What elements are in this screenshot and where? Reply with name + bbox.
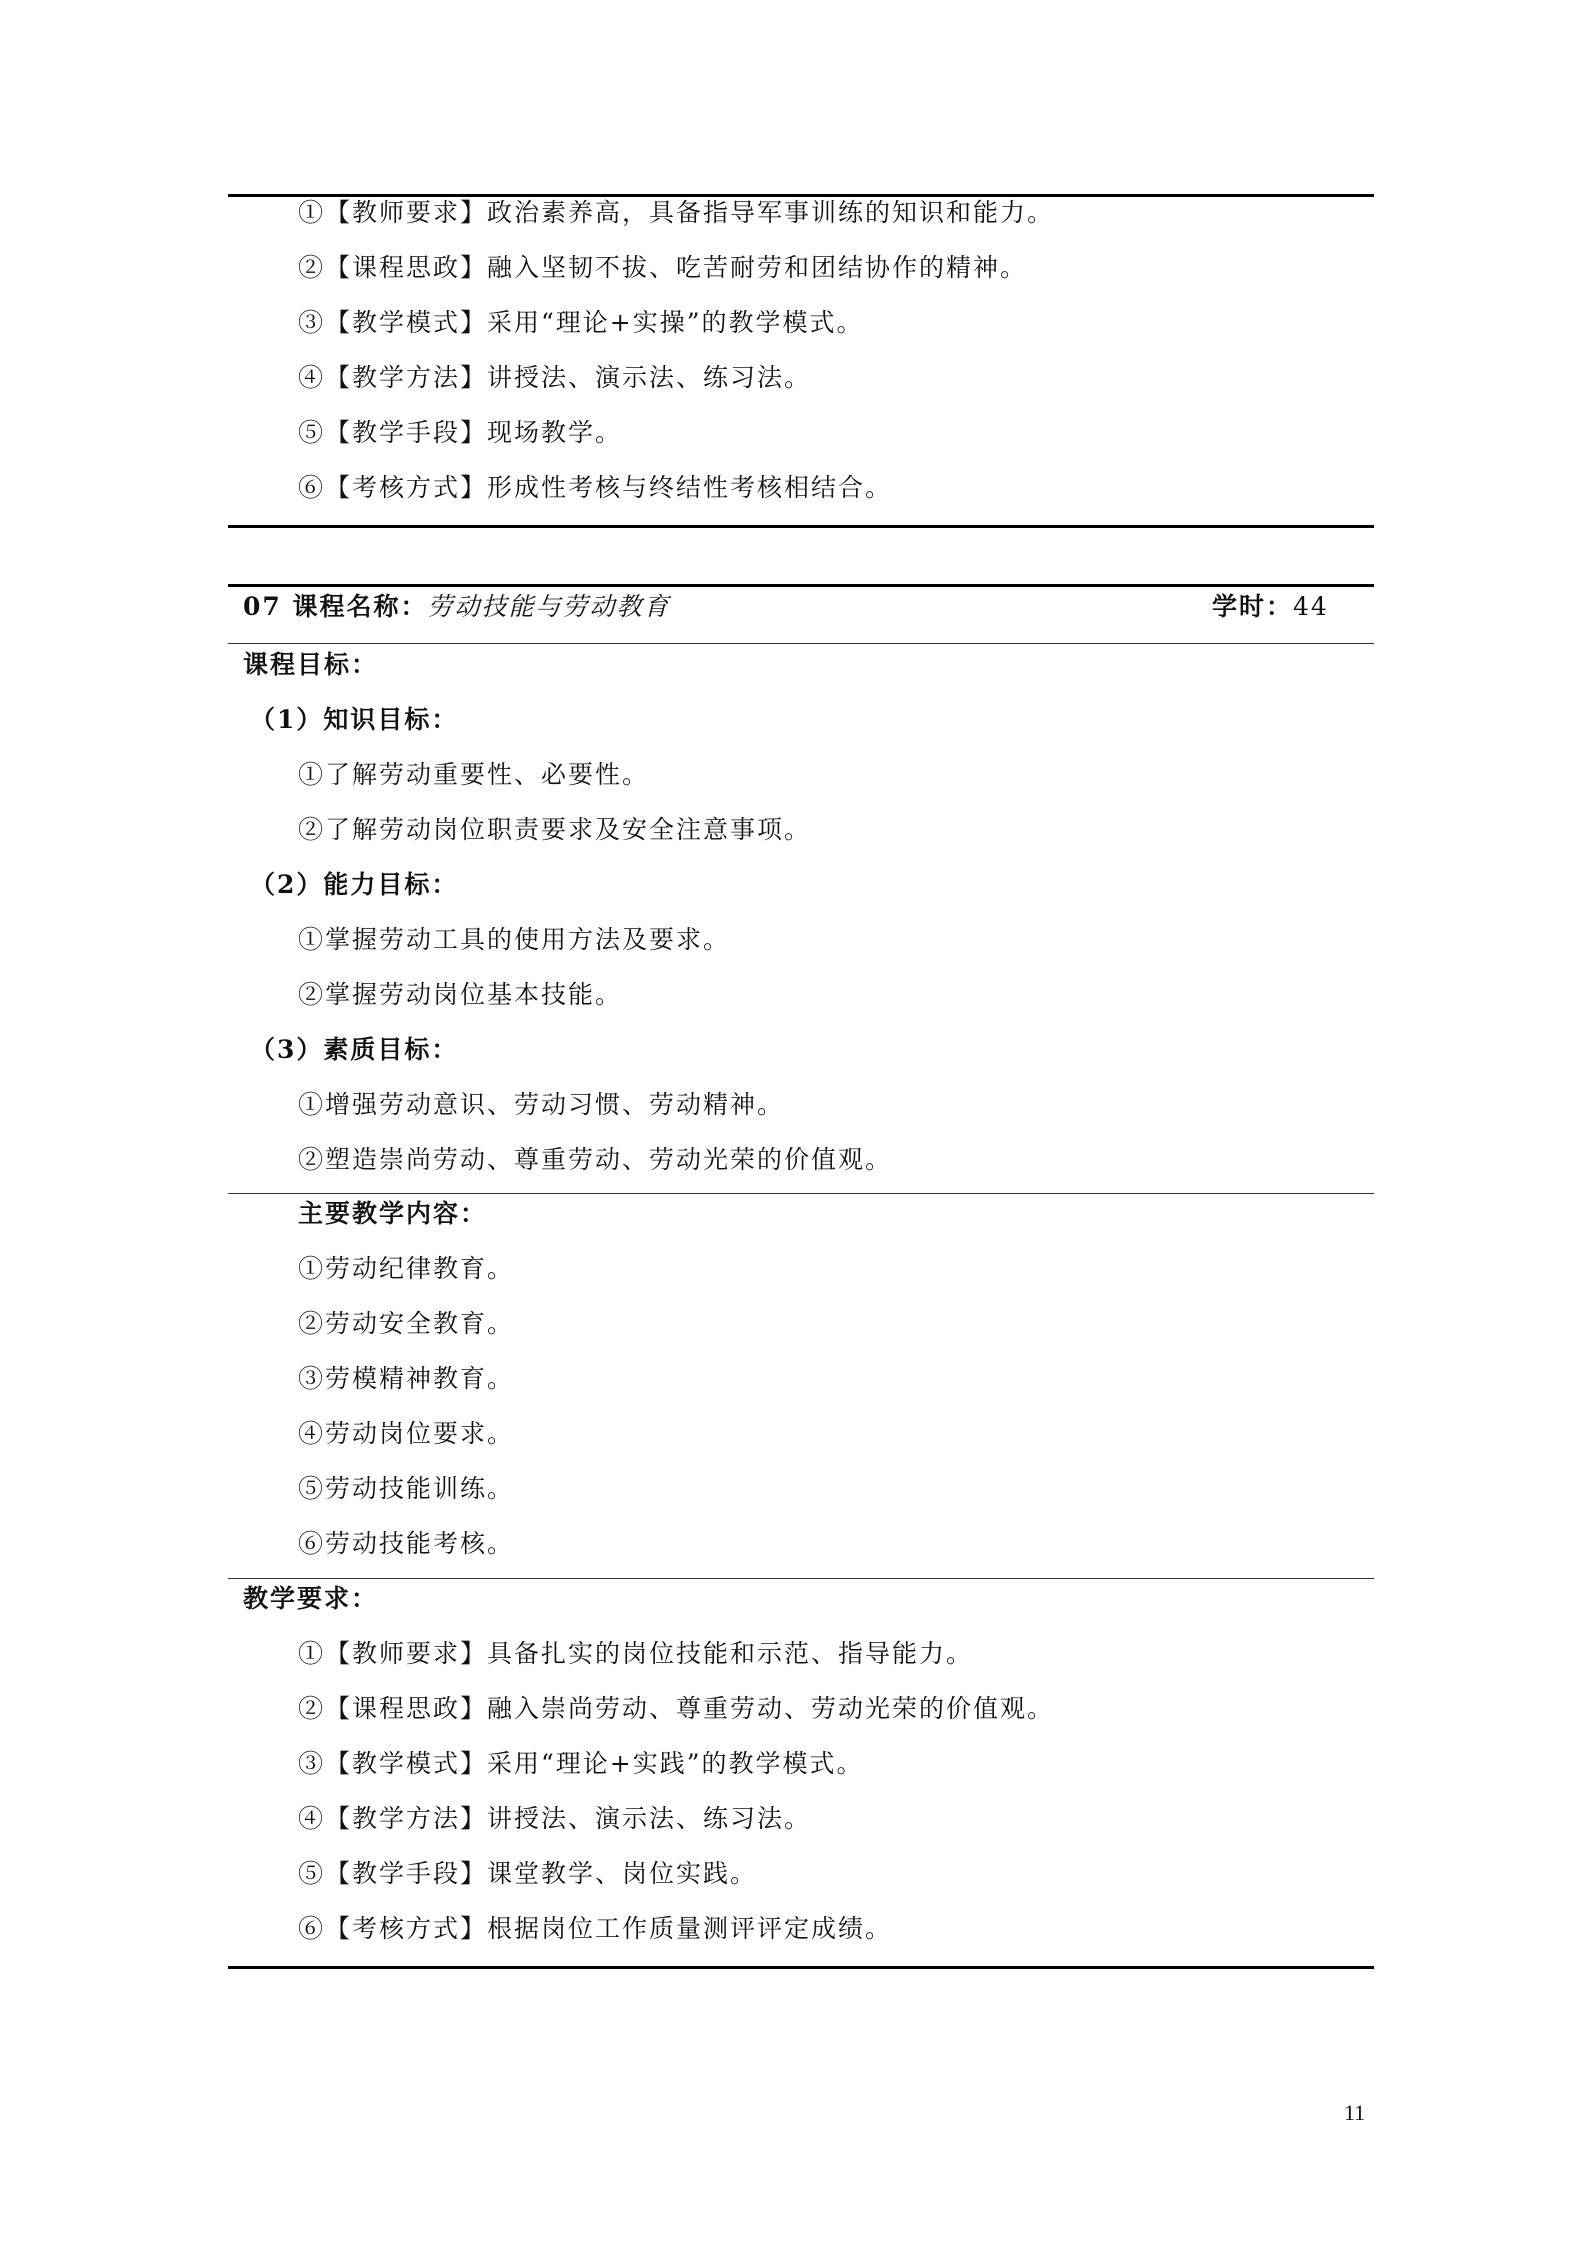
quality-item-2: ②塑造崇尚劳动、尊重劳动、劳动光荣的价值观。 [298,1145,893,1174]
hours-label: 学时： [1212,592,1294,621]
ability-item-2: ②掌握劳动岗位基本技能。 [298,980,623,1009]
requirement-item-1: ①【教师要求】具备扎实的岗位技能和示范、指导能力。 [298,1639,974,1668]
knowledge-title: （1）知识目标： [250,705,459,734]
ability-title: （2）能力目标： [250,870,459,899]
content-item-2: ②劳动安全教育。 [298,1309,515,1338]
ability-item-1: ①掌握劳动工具的使用方法及要求。 [298,925,731,954]
prev-item-1: ①【教师要求】政治素养高，具备指导军事训练的知识和能力。 [298,198,1055,227]
prev-section-bottom-rule [228,525,1374,528]
prev-item-3: ③【教学模式】采用“理论+实操”的教学模式。 [298,308,864,337]
content-item-4: ④劳动岗位要求。 [298,1419,515,1448]
objectives-bottom-rule [228,1193,1374,1194]
content-item-6: ⑥劳动技能考核。 [298,1529,515,1558]
course-hours [1212,592,1329,622]
course-label: 07 课程名称： [243,592,428,621]
content-item-1: ①劳动纪律教育。 [298,1254,515,1283]
requirement-item-6: ⑥【考核方式】根据岗位工作质量测评评定成绩。 [298,1914,893,1943]
prev-item-4: ④【教学方法】讲授法、演示法、练习法。 [298,363,812,392]
page-number: 11 [1344,2100,1366,2125]
requirement-item-4: ④【教学方法】讲授法、演示法、练习法。 [298,1804,812,1833]
quality-title: （3）素质目标： [250,1035,459,1064]
content-bottom-rule [228,1578,1374,1579]
objectives-title: 课程目标： [243,650,379,679]
content-title: 主要教学内容： [298,1199,488,1228]
course-name: 劳动技能与劳动教育 [427,592,671,621]
course-header-rule [228,643,1374,644]
top-rule [228,194,1374,197]
content-item-5: ⑤劳动技能训练。 [298,1474,515,1503]
requirement-item-3: ③【教学模式】采用“理论+实践”的教学模式。 [298,1749,864,1778]
requirements-title: 教学要求： [243,1584,379,1613]
course-title-row [243,592,671,622]
knowledge-item-1: ①了解劳动重要性、必要性。 [298,760,650,789]
prev-item-5: ⑤【教学手段】现场教学。 [298,418,623,447]
prev-item-2: ②【课程思政】融入坚韧不拔、吃苦耐劳和团结协作的精神。 [298,253,1028,282]
hours-value: 44 [1293,592,1329,621]
prev-item-6: ⑥【考核方式】形成性考核与终结性考核相结合。 [298,473,893,502]
requirement-item-5: ⑤【教学手段】课堂教学、岗位实践。 [298,1859,758,1888]
knowledge-item-2: ②了解劳动岗位职责要求及安全注意事项。 [298,815,812,844]
quality-item-1: ①增强劳动意识、劳动习惯、劳动精神。 [298,1090,785,1119]
course-bottom-rule [228,1966,1374,1969]
course-top-rule [228,584,1374,587]
content-item-3: ③劳模精神教育。 [298,1364,515,1393]
requirement-item-2: ②【课程思政】融入崇尚劳动、尊重劳动、劳动光荣的价值观。 [298,1694,1055,1723]
